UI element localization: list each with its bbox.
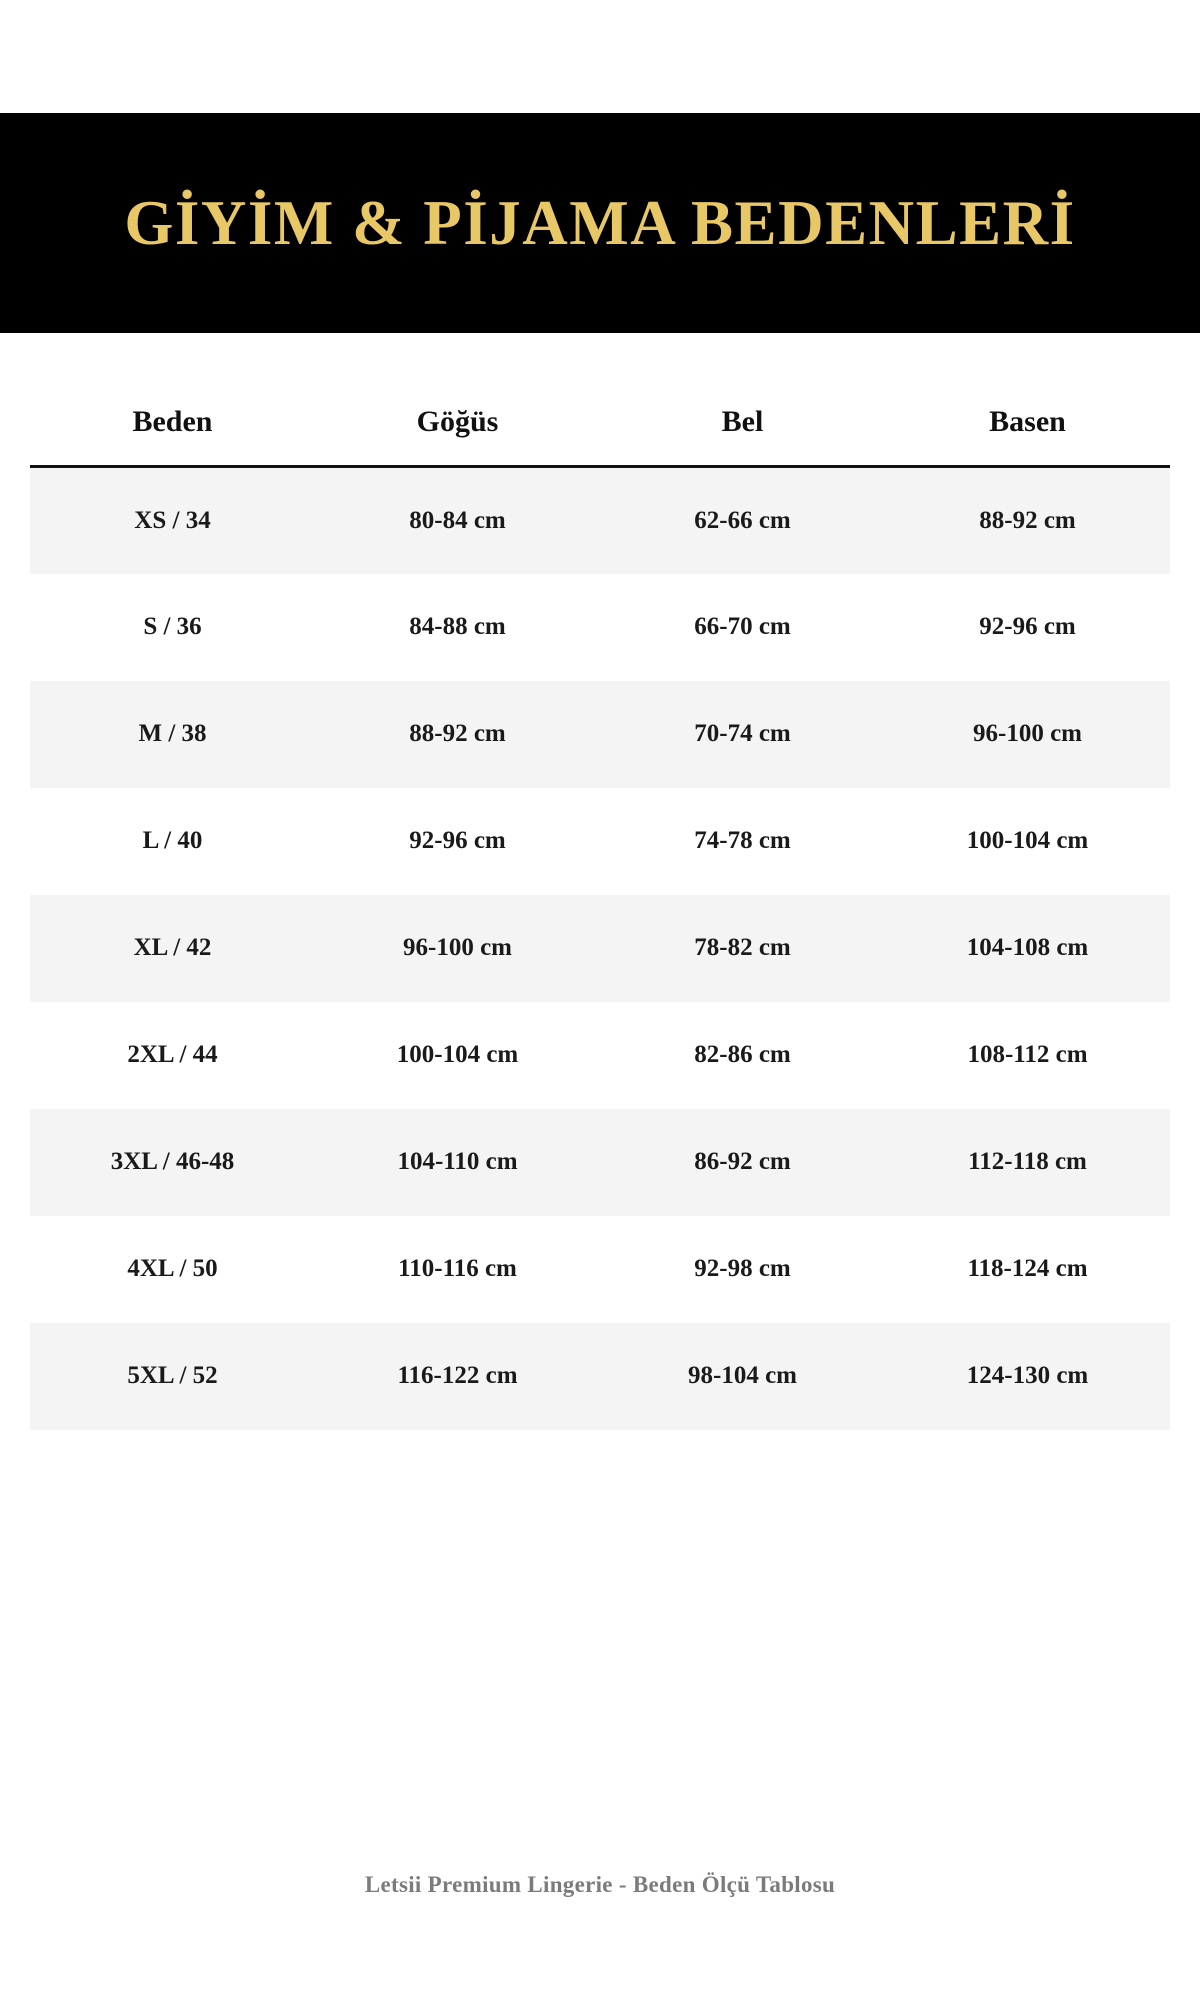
column-header-basen: Basen — [885, 405, 1170, 467]
size-table-container — [0, 405, 1200, 1430]
cell-bel: 92-98 cm — [694, 1255, 791, 1282]
cell-bel: 62-66 cm — [600, 467, 885, 574]
cell-basen: 124-130 cm — [885, 1323, 1170, 1430]
cell-bel: 66-70 cm — [694, 613, 791, 640]
size-table-body — [30, 467, 1170, 1430]
table-row — [30, 1002, 1170, 1109]
table-row — [30, 1109, 1170, 1216]
table-header-row — [30, 405, 1170, 467]
cell-bel: 74-78 cm — [694, 827, 791, 854]
cell-gogus: 92-96 cm — [409, 827, 506, 854]
table-row — [30, 788, 1170, 895]
table-row — [30, 1216, 1170, 1323]
table-row — [30, 467, 1170, 574]
cell-basen: 92-96 cm — [979, 613, 1076, 640]
page-title: GİYİM & PİJAMA BEDENLERİ — [124, 187, 1076, 258]
cell-beden: L / 40 — [142, 827, 203, 854]
footer-brand-text: Letsii Premium Lingerie - Beden Ölçü Tablosu — [364, 1872, 836, 1897]
cell-basen: 96-100 cm — [885, 681, 1170, 788]
cell-gogus: 96-100 cm — [315, 895, 600, 1002]
cell-beden: 2XL / 44 — [127, 1041, 218, 1068]
cell-basen: 118-124 cm — [967, 1255, 1088, 1282]
table-row — [30, 681, 1170, 788]
cell-beden: 5XL / 52 — [30, 1323, 315, 1430]
size-table — [30, 405, 1170, 1430]
column-header-beden: Beden — [30, 405, 315, 467]
cell-gogus: 88-92 cm — [315, 681, 600, 788]
size-table-header — [30, 405, 1170, 467]
cell-gogus: 104-110 cm — [315, 1109, 600, 1216]
cell-bel: 78-82 cm — [600, 895, 885, 1002]
cell-beden: S / 36 — [143, 613, 202, 640]
cell-basen: 108-112 cm — [967, 1041, 1088, 1068]
cell-gogus: 110-116 cm — [398, 1255, 517, 1282]
cell-basen: 104-108 cm — [885, 895, 1170, 1002]
cell-gogus: 116-122 cm — [315, 1323, 600, 1430]
cell-beden: 3XL / 46-48 — [30, 1109, 315, 1216]
cell-bel: 86-92 cm — [600, 1109, 885, 1216]
cell-beden: 4XL / 50 — [127, 1255, 218, 1282]
cell-beden: XS / 34 — [30, 467, 315, 574]
cell-bel: 70-74 cm — [600, 681, 885, 788]
footer — [0, 1872, 1200, 2000]
cell-beden: XL / 42 — [30, 895, 315, 1002]
cell-bel: 82-86 cm — [694, 1041, 791, 1068]
cell-basen: 88-92 cm — [885, 467, 1170, 574]
cell-gogus: 80-84 cm — [315, 467, 600, 574]
cell-gogus: 84-88 cm — [409, 613, 506, 640]
column-header-bel: Bel — [600, 405, 885, 467]
table-row — [30, 895, 1170, 1002]
cell-beden: M / 38 — [30, 681, 315, 788]
cell-basen: 112-118 cm — [885, 1109, 1170, 1216]
table-row — [30, 1323, 1170, 1430]
cell-gogus: 100-104 cm — [396, 1041, 519, 1068]
header-banner — [0, 113, 1200, 333]
cell-basen: 100-104 cm — [966, 827, 1089, 854]
table-row — [30, 574, 1170, 681]
cell-bel: 98-104 cm — [600, 1323, 885, 1430]
column-header-gogus: Göğüs — [315, 405, 600, 467]
